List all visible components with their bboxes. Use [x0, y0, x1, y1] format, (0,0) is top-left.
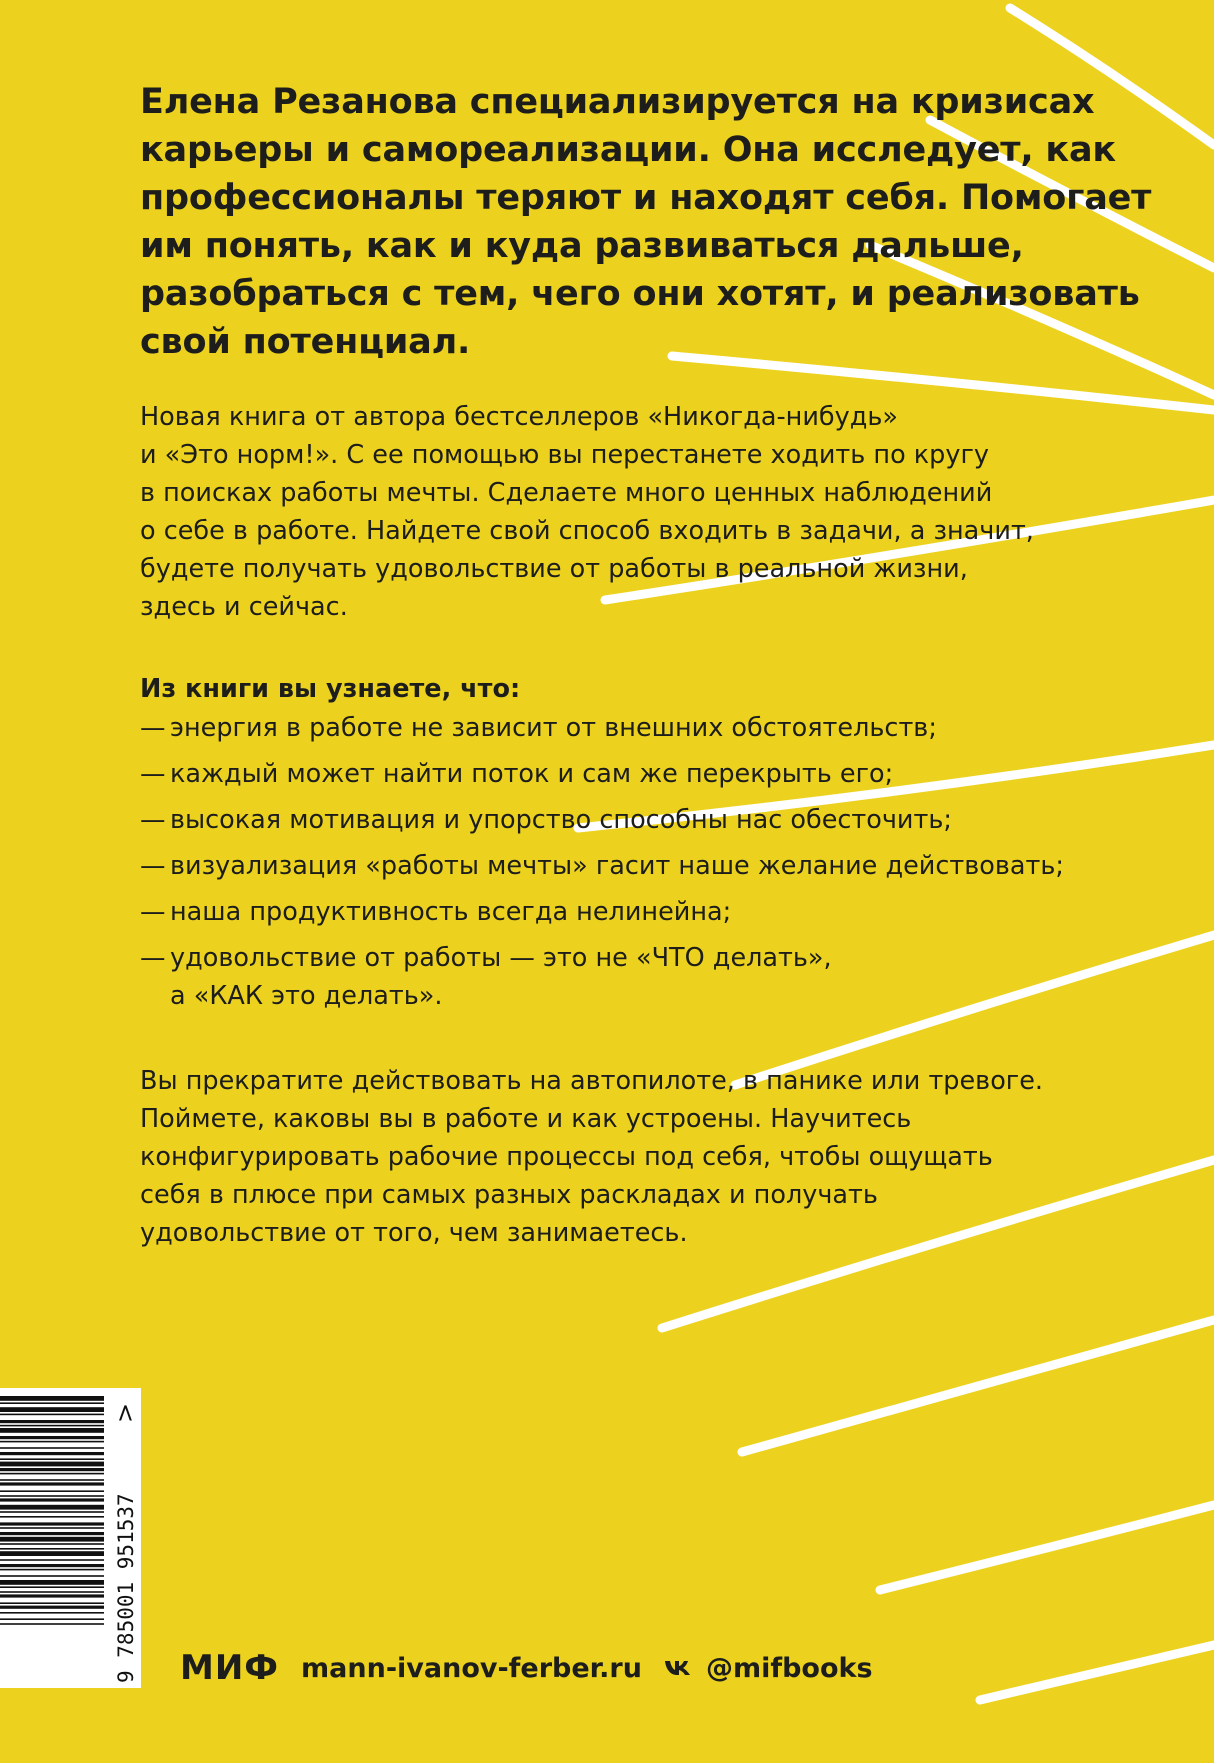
intro-paragraph	[140, 398, 1140, 626]
list-item-text: а «КАК это делать».	[170, 981, 443, 1011]
lead-line: им понять, как и куда развиваться дальше,	[140, 226, 1024, 266]
barcode-bar	[0, 1462, 104, 1467]
barcode-bar	[0, 1623, 104, 1625]
intro-line: о себе в работе. Найдете свой способ входить в задачи, а значит,	[140, 516, 1034, 546]
list-dash: —	[140, 805, 166, 835]
barcode-bar	[0, 1516, 104, 1518]
outro-line: конфигурировать рабочие процессы под себя, чтобы ощущать	[140, 1142, 993, 1172]
barcode-bar	[0, 1498, 104, 1501]
list-item-text: энергия в работе не зависит от внешних обстоятельств;	[170, 713, 937, 743]
barcode-bar	[0, 1564, 104, 1567]
barcode-bar	[0, 1495, 104, 1497]
barcode-bar	[0, 1458, 104, 1460]
barcode-bar	[0, 1505, 104, 1510]
intro-line: в поисках работы мечты. Сделаете много ценных наблюдений	[140, 478, 993, 508]
barcode-bar	[0, 1532, 104, 1535]
outro-paragraph	[140, 1062, 1140, 1252]
list-dash: —	[140, 851, 166, 881]
barcode-end-mark: >	[111, 1402, 139, 1423]
barcode-digits: 9 785001 951537	[114, 1493, 138, 1683]
barcode-bar	[0, 1551, 104, 1556]
intro-line: здесь и сейчас.	[140, 592, 348, 622]
lead-line: Елена Резанова специализируется на кризисах	[140, 82, 1095, 122]
social-handle[interactable]: @mifbooks	[705, 1652, 873, 1684]
list-item	[140, 893, 1064, 931]
barcode-bar	[0, 1543, 104, 1545]
learn-list	[140, 709, 1064, 1023]
barcode-bar	[0, 1436, 104, 1439]
barcode-bar	[0, 1527, 104, 1529]
barcode-bar	[0, 1591, 104, 1593]
intro-line: будете получать удовольствие от работы в реальной жизни,	[140, 554, 968, 584]
barcode-bar	[0, 1425, 104, 1427]
intro-line: Новая книга от автора бестселлеров «Никогда-нибудь»	[140, 402, 898, 432]
barcode-bar	[0, 1575, 104, 1577]
list-item	[140, 939, 1064, 1015]
list-dash: —	[140, 897, 166, 927]
list-dash: —	[140, 713, 166, 743]
barcode-bar	[0, 1602, 104, 1604]
list-item-text: высокая мотивация и упорство способны нас обесточить;	[170, 805, 952, 835]
barcode-bar	[0, 1441, 104, 1443]
barcode-bar	[0, 1594, 104, 1597]
barcode-bar	[0, 1569, 104, 1571]
publisher-footer	[180, 1643, 873, 1693]
barcode-bar	[0, 1580, 104, 1585]
lead-line: свой потенциал.	[140, 322, 471, 362]
barcode-bar	[0, 1396, 104, 1401]
list-item-text: каждый может найти поток и сам же перекрыть его;	[170, 759, 894, 789]
barcode-bar	[0, 1490, 104, 1492]
barcode-bar	[0, 1447, 104, 1449]
website-link[interactable]: mann-ivanov-ferber.ru	[301, 1652, 642, 1684]
learn-list-title: Из книги вы узнаете, что:	[140, 674, 521, 704]
barcode-bar	[0, 1548, 104, 1550]
outro-line: Поймете, каковы вы в работе и как устроены. Научитесь	[140, 1104, 912, 1134]
intro-line: и «Это норм!». С ее помощью вы перестанете ходить по кругу	[140, 440, 989, 470]
barcode-bar	[0, 1522, 104, 1525]
barcode-bar	[0, 1537, 104, 1542]
author-lead-paragraph	[140, 78, 1152, 366]
barcode-bars	[0, 1396, 104, 1625]
vk-icon	[664, 1659, 692, 1677]
publisher-logo	[180, 1648, 279, 1688]
list-item-text: наша продуктивность всегда нелинейна;	[170, 897, 732, 927]
list-dash: —	[140, 759, 166, 789]
publisher-logo-text: МИФ	[180, 1648, 280, 1688]
outro-line: Вы прекратите действовать на автопилоте, в панике или тревоге.	[140, 1066, 1043, 1096]
barcode-bar	[0, 1511, 104, 1513]
barcode-bar	[0, 1428, 104, 1433]
barcode-bar	[0, 1407, 104, 1412]
outro-line: удовольствие от того, чем занимаетесь.	[140, 1218, 688, 1248]
outro-line: себя в плюсе при самых разных раскладах и получать	[140, 1180, 878, 1210]
lead-line: разобраться с тем, чего они хотят, и реализовать	[140, 274, 1140, 314]
barcode-bar	[0, 1479, 104, 1481]
barcode-bar	[0, 1482, 104, 1485]
barcode-bar	[0, 1414, 104, 1416]
lead-line: профессионалы теряют и находят себя. Помогает	[140, 178, 1152, 218]
barcode-bar	[0, 1473, 104, 1475]
list-item	[140, 709, 1064, 747]
isbn-barcode	[0, 1388, 141, 1688]
barcode-bar	[0, 1402, 104, 1404]
barcode-bar	[0, 1612, 104, 1614]
barcode-bar	[0, 1452, 104, 1455]
barcode-bar	[0, 1468, 104, 1471]
list-item	[140, 801, 1064, 839]
list-item-text: удовольствие от работы — это не «ЧТО делать»,	[170, 943, 832, 973]
lead-line: карьеры и самореализации. Она исследует, как	[140, 130, 1116, 170]
list-item	[140, 755, 1064, 793]
list-item	[140, 847, 1064, 885]
barcode-bar	[0, 1420, 104, 1423]
barcode-bar	[0, 1618, 104, 1620]
list-dash: —	[140, 943, 166, 973]
list-item-text: визуализация «работы мечты» гасит наше желание действовать;	[170, 851, 1064, 881]
barcode-bar	[0, 1559, 104, 1561]
barcode-bar	[0, 1586, 104, 1588]
barcode-bar	[0, 1606, 104, 1609]
